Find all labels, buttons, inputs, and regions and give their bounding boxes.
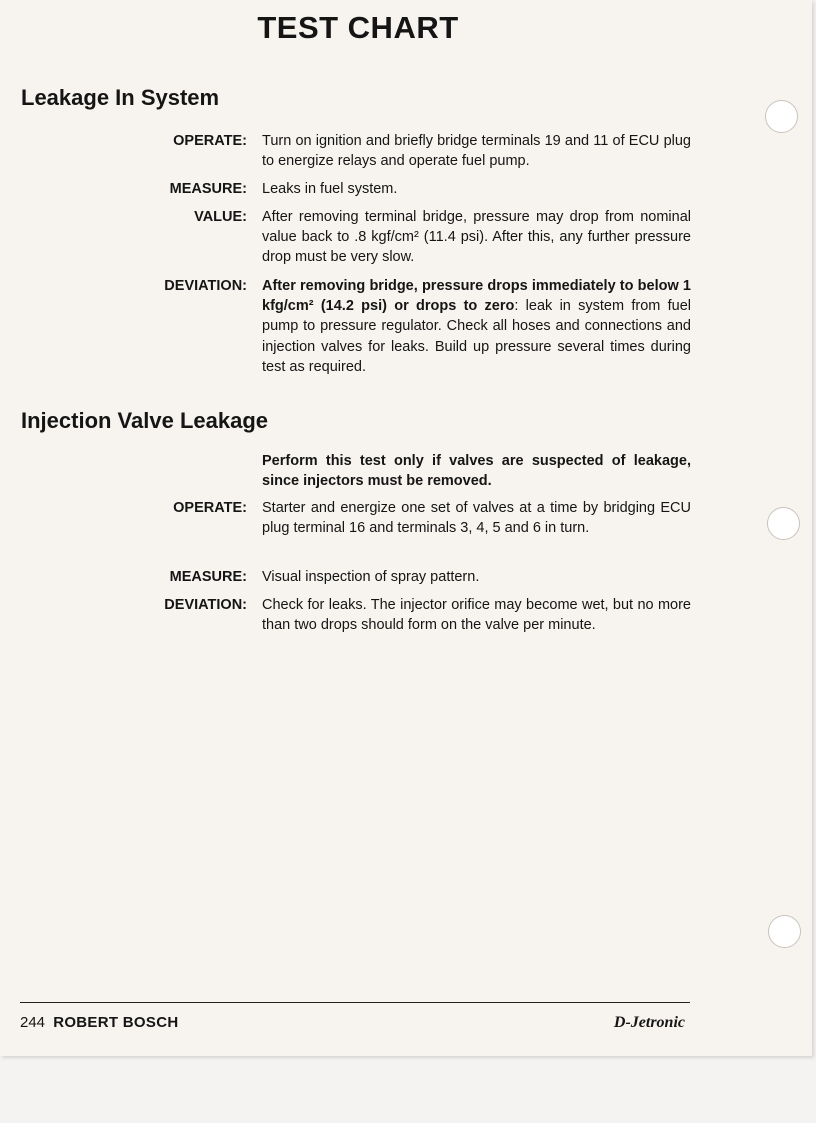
text-operate: Turn on ignition and briefly bridge terminals 19 and 11 of ECU plug to energize relays and operate fuel pump. xyxy=(262,133,691,170)
text-value: After removing terminal bridge, pressure may drop from nominal value back to .8 kgf/cm² (11.4 psi). After this, any further pressure drop must be very slow. xyxy=(262,209,691,266)
label-operate: OPERATE: xyxy=(173,500,247,516)
footer-rule xyxy=(20,1002,690,1003)
page-title: TEST CHART xyxy=(257,10,459,45)
label-measure: MEASURE: xyxy=(169,181,247,197)
label-operate: OPERATE: xyxy=(173,133,247,149)
label-deviation: DEVIATION: xyxy=(164,278,247,294)
text-measure: Visual inspection of spray pattern. xyxy=(262,569,480,585)
text-measure: Leaks in fuel system. xyxy=(262,181,398,197)
text-deviation xyxy=(262,276,691,377)
footer-brand: ROBERT BOSCH xyxy=(53,1014,179,1031)
section-note: Perform this test only if valves are suspected of leakage, since injectors must be removed. xyxy=(262,453,691,490)
deviation-bold-text: After removing bridge, pressure drops immediately to below 1 kfg/cm² (14.2 psi) or drops to zero xyxy=(262,278,691,315)
binder-hole-icon xyxy=(767,507,800,540)
deviation-text: : leak in system from fuel pump to pressure regulator. Check all hoses and connections and injection valves for leaks. Build up pressure several times during test as required. xyxy=(262,298,692,375)
section-heading-leakage-in-system: Leakage In System xyxy=(21,85,220,110)
footer-left xyxy=(20,1014,178,1031)
label-value: VALUE: xyxy=(194,209,247,225)
footer-product: D-Jetronic xyxy=(613,1014,685,1031)
text-deviation: Check for leaks. The injector orifice may become wet, but no more than two drops should form on the valve per minute. xyxy=(262,597,691,634)
text-operate: Starter and energize one set of valves at a time by bridging ECU plug terminal 16 and terminals 3, 4, 5 and 6 in turn. xyxy=(262,500,691,537)
label-measure: MEASURE: xyxy=(169,569,247,585)
label-deviation: DEVIATION: xyxy=(164,597,247,613)
binder-hole-icon xyxy=(765,100,798,133)
section-heading-injection-valve-leakage: Injection Valve Leakage xyxy=(21,408,269,433)
binder-hole-icon xyxy=(768,915,801,948)
page-number: 244 xyxy=(20,1014,46,1031)
